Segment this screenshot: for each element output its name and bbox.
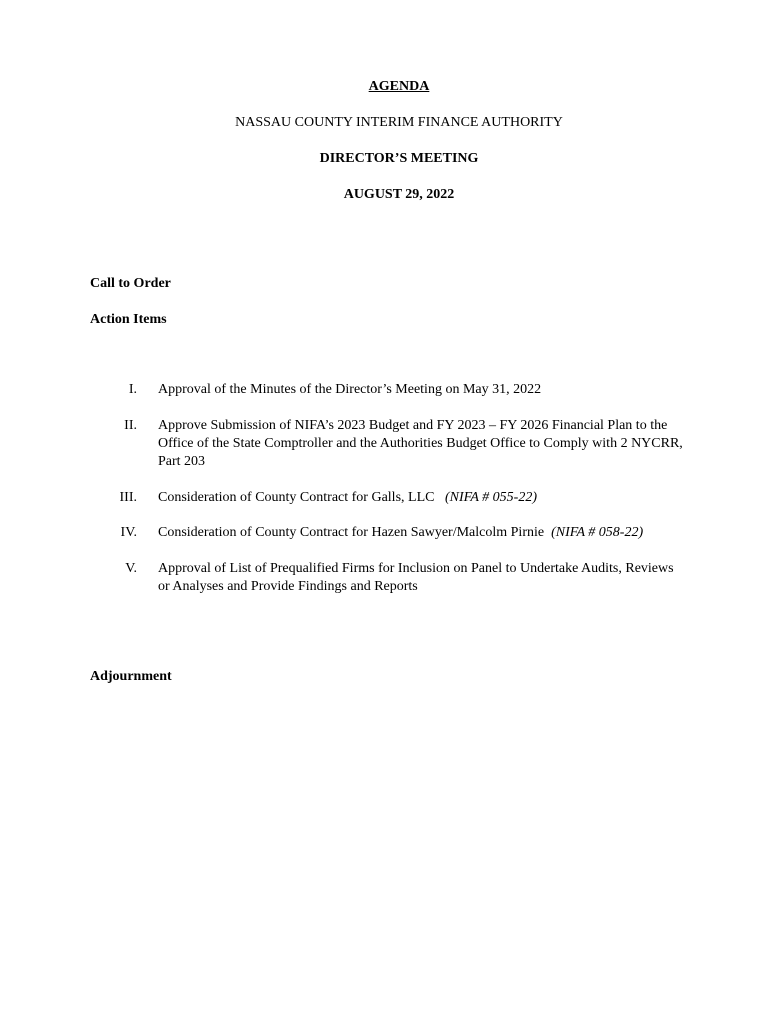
action-items-heading: Action Items [90,312,167,327]
adjournment-heading: Adjournment [90,669,172,684]
item-text [158,381,698,399]
call-to-order-heading: Call to Order [90,276,171,291]
item-description: Consideration of County Contract for Hazen Sawyer/Malcolm Pirnie [158,525,545,540]
item-reference: (NIFA # 055-22) [444,490,538,505]
organization-name: NASSAU COUNTY INTERIM FINANCE AUTHORITY [235,115,563,130]
meeting-date: AUGUST 29, 2022 [343,187,455,202]
item-description: Approve Submission of NIFA’s 2023 Budget and FY 2023 – FY 2026 Financial Plan to the Office of the State Comptroller and the Authorities Budget Office to Comply with 2 NYCRR, Part 203 [158,418,683,469]
item-description: Consideration of County Contract for Galls, LLC [158,490,435,505]
item-numeral: V. [125,561,137,576]
item-text [158,524,698,542]
item-description: Approval of List of Prequalified Firms for Inclusion on Panel to Undertake Audits, Reviews or Analyses and Provide Findings and Reports [158,561,674,594]
item-text [158,417,694,471]
item-numeral: III. [119,490,137,505]
item-numeral: II. [124,418,137,433]
item-numeral: I. [128,382,137,397]
item-numeral: IV. [120,525,137,540]
meeting-name: DIRECTOR’S MEETING [319,151,479,166]
item-text [158,560,678,596]
item-description: Approval of the Minutes of the Director’s Meeting on May 31, 2022 [158,382,542,397]
document-title: AGENDA [368,79,430,94]
item-reference: (NIFA # 058-22) [551,525,644,540]
item-text [158,489,698,507]
